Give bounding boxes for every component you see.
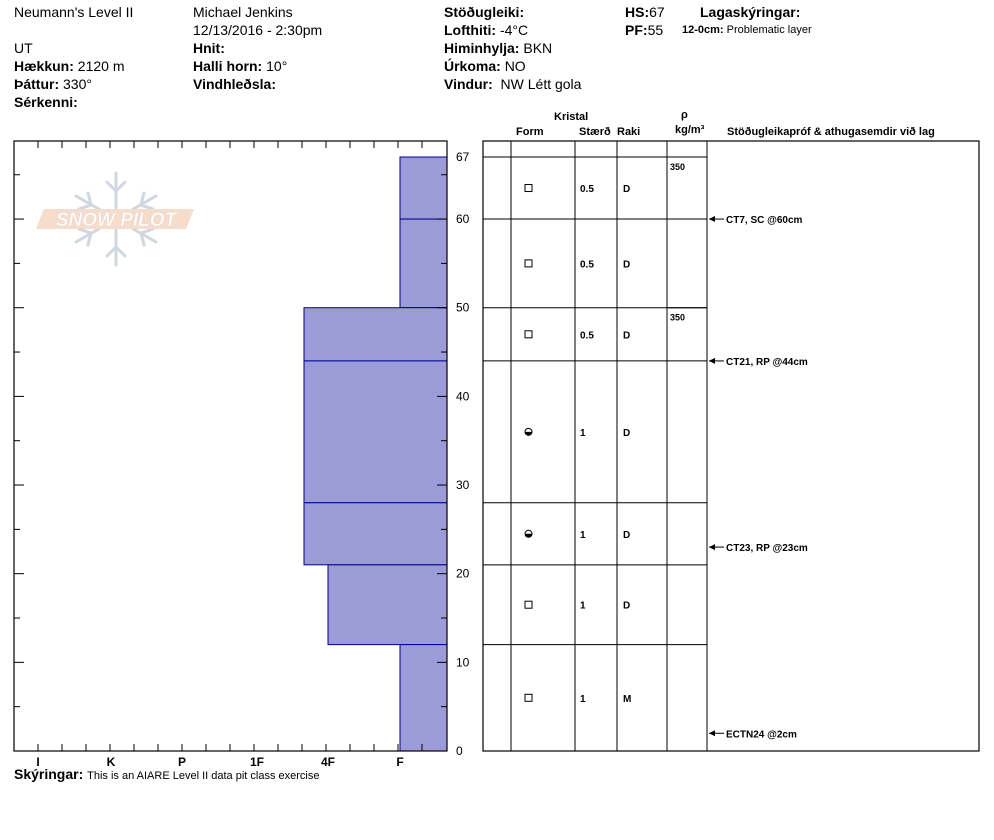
size-header: Stærð bbox=[579, 126, 611, 138]
location-name: Neumann's Level II bbox=[14, 4, 134, 20]
hardness-layer-bar bbox=[304, 361, 447, 503]
precip-label: Úrkoma: bbox=[444, 58, 501, 74]
hardness-layer-bar bbox=[304, 503, 447, 565]
layer-note-text: Problematic layer bbox=[726, 24, 812, 36]
stability-tests-header: Stöðugleikapróf & athugasemdir við lag bbox=[727, 126, 935, 138]
layer-notes-label: Lagaskýringar: bbox=[700, 4, 801, 20]
moisture-value: D bbox=[623, 184, 631, 196]
slope-label: Halli horn: bbox=[193, 58, 263, 74]
depth-tick-label: 0 bbox=[456, 744, 463, 758]
stability-tests bbox=[709, 215, 808, 740]
moisture-value: D bbox=[623, 427, 631, 439]
moisture-value: M bbox=[623, 693, 632, 705]
hardness-layer-bar bbox=[304, 308, 447, 361]
sky-label: Himinhylja: bbox=[444, 40, 520, 56]
slope-value: 10° bbox=[266, 58, 288, 74]
aspect-label: Þáttur: bbox=[14, 76, 60, 92]
hardness-layer-bar bbox=[400, 219, 447, 308]
precip-value: NO bbox=[504, 58, 526, 74]
aspect-value: 330° bbox=[63, 76, 92, 92]
moisture-value: D bbox=[623, 600, 631, 612]
depth-tick-label: 20 bbox=[456, 566, 470, 581]
depth-tick-label: 40 bbox=[456, 389, 470, 404]
grain-size-value: 1 bbox=[580, 600, 586, 612]
observer-name: Michael Jenkins bbox=[193, 4, 293, 20]
faceted-crystal-icon bbox=[525, 185, 532, 192]
grain-size-value: 0.5 bbox=[580, 330, 594, 342]
elevation-label: Hækkun: bbox=[14, 58, 74, 74]
hardness-layer-bar bbox=[400, 645, 447, 751]
wind-value: NW Létt gola bbox=[500, 76, 582, 92]
depth-tick-label: 50 bbox=[456, 300, 470, 315]
hardness-tick-label: P bbox=[177, 755, 187, 769]
density-unit-header: kg/m³ bbox=[675, 124, 705, 136]
observation-datetime: 12/13/2016 - 2:30pm bbox=[193, 22, 323, 38]
grain-size-value: 0.5 bbox=[580, 184, 594, 196]
faceted-crystal-icon bbox=[525, 694, 532, 701]
faceted-crystal-icon bbox=[525, 260, 532, 267]
kristal-header: Kristal bbox=[554, 111, 589, 123]
hardness-layer-bar bbox=[400, 157, 447, 219]
stability-test-label: CT23, RP @23cm bbox=[726, 543, 808, 555]
form-header: Form bbox=[516, 126, 544, 138]
layer-table-border bbox=[483, 141, 979, 751]
test-arrow-icon bbox=[709, 216, 715, 222]
air-temp-value: -4°C bbox=[499, 22, 529, 38]
wind-label: Vindur: bbox=[444, 76, 493, 92]
test-arrow-icon bbox=[709, 358, 715, 364]
faceted-crystal-icon bbox=[525, 601, 532, 608]
stability-label: Stöðugleiki: bbox=[444, 4, 525, 20]
rho-header: ρ bbox=[681, 109, 688, 121]
coords-label: Hnit: bbox=[193, 40, 225, 56]
hardness-tick-label: 1F bbox=[249, 755, 265, 769]
specifics-label: Sérkenni: bbox=[14, 94, 78, 110]
stability-test-label: CT21, RP @44cm bbox=[726, 356, 808, 368]
pf-value: 55 bbox=[647, 22, 664, 38]
air-temp-label: Lofthiti: bbox=[444, 22, 497, 38]
stability-test-label: ECTN24 @2cm bbox=[726, 729, 797, 741]
hardness-tick-label: 4F bbox=[320, 755, 336, 769]
test-arrow-icon bbox=[709, 544, 715, 550]
test-arrow-icon bbox=[709, 730, 715, 736]
depth-tick-label: 10 bbox=[456, 655, 470, 670]
layer-note-range: 12-0cm: bbox=[682, 24, 724, 36]
grain-size-value: 1 bbox=[580, 529, 586, 541]
density-value: 350 bbox=[670, 162, 686, 172]
depth-tick-label: 60 bbox=[456, 212, 470, 227]
comments-text: This is an AIARE Level II data pit class exercise bbox=[87, 770, 320, 782]
layer-table bbox=[483, 141, 979, 751]
state: UT bbox=[14, 40, 33, 56]
comments-label: Skýringar: bbox=[14, 766, 84, 782]
grain-size-value: 1 bbox=[580, 693, 586, 705]
hardness-layer-bar bbox=[328, 565, 447, 645]
hardness-profile bbox=[304, 157, 447, 751]
comments bbox=[14, 766, 319, 783]
depth-top-label: 67 bbox=[456, 150, 470, 164]
wind-loading-label: Vindhleðsla: bbox=[193, 76, 276, 92]
pf-label: PF: bbox=[625, 22, 648, 38]
hardness-tick-label: I bbox=[36, 755, 40, 769]
elevation-value: 2120 m bbox=[77, 58, 125, 74]
grain-size-value: 0.5 bbox=[580, 259, 594, 271]
hardness-tick-label: K bbox=[106, 755, 116, 769]
density-value: 350 bbox=[670, 312, 686, 323]
moisture-value: D bbox=[623, 259, 631, 271]
snowpilot-logo-text: SNOW PILOT bbox=[55, 210, 177, 231]
moisture-value: D bbox=[623, 529, 631, 541]
hs-label: HS: bbox=[625, 4, 650, 20]
grain-size-value: 1 bbox=[580, 427, 586, 439]
faceted-crystal-icon bbox=[525, 331, 532, 338]
sky-value: BKN bbox=[523, 40, 553, 56]
hs-value: 67 bbox=[649, 4, 665, 20]
moisture-value: D bbox=[623, 330, 631, 342]
moisture-header: Raki bbox=[617, 126, 641, 138]
snowpilot-logo bbox=[36, 173, 194, 265]
hardness-tick-label: F bbox=[396, 755, 404, 769]
stability-test-label: CT7, SC @60cm bbox=[726, 215, 803, 227]
depth-tick-label: 30 bbox=[456, 478, 470, 493]
